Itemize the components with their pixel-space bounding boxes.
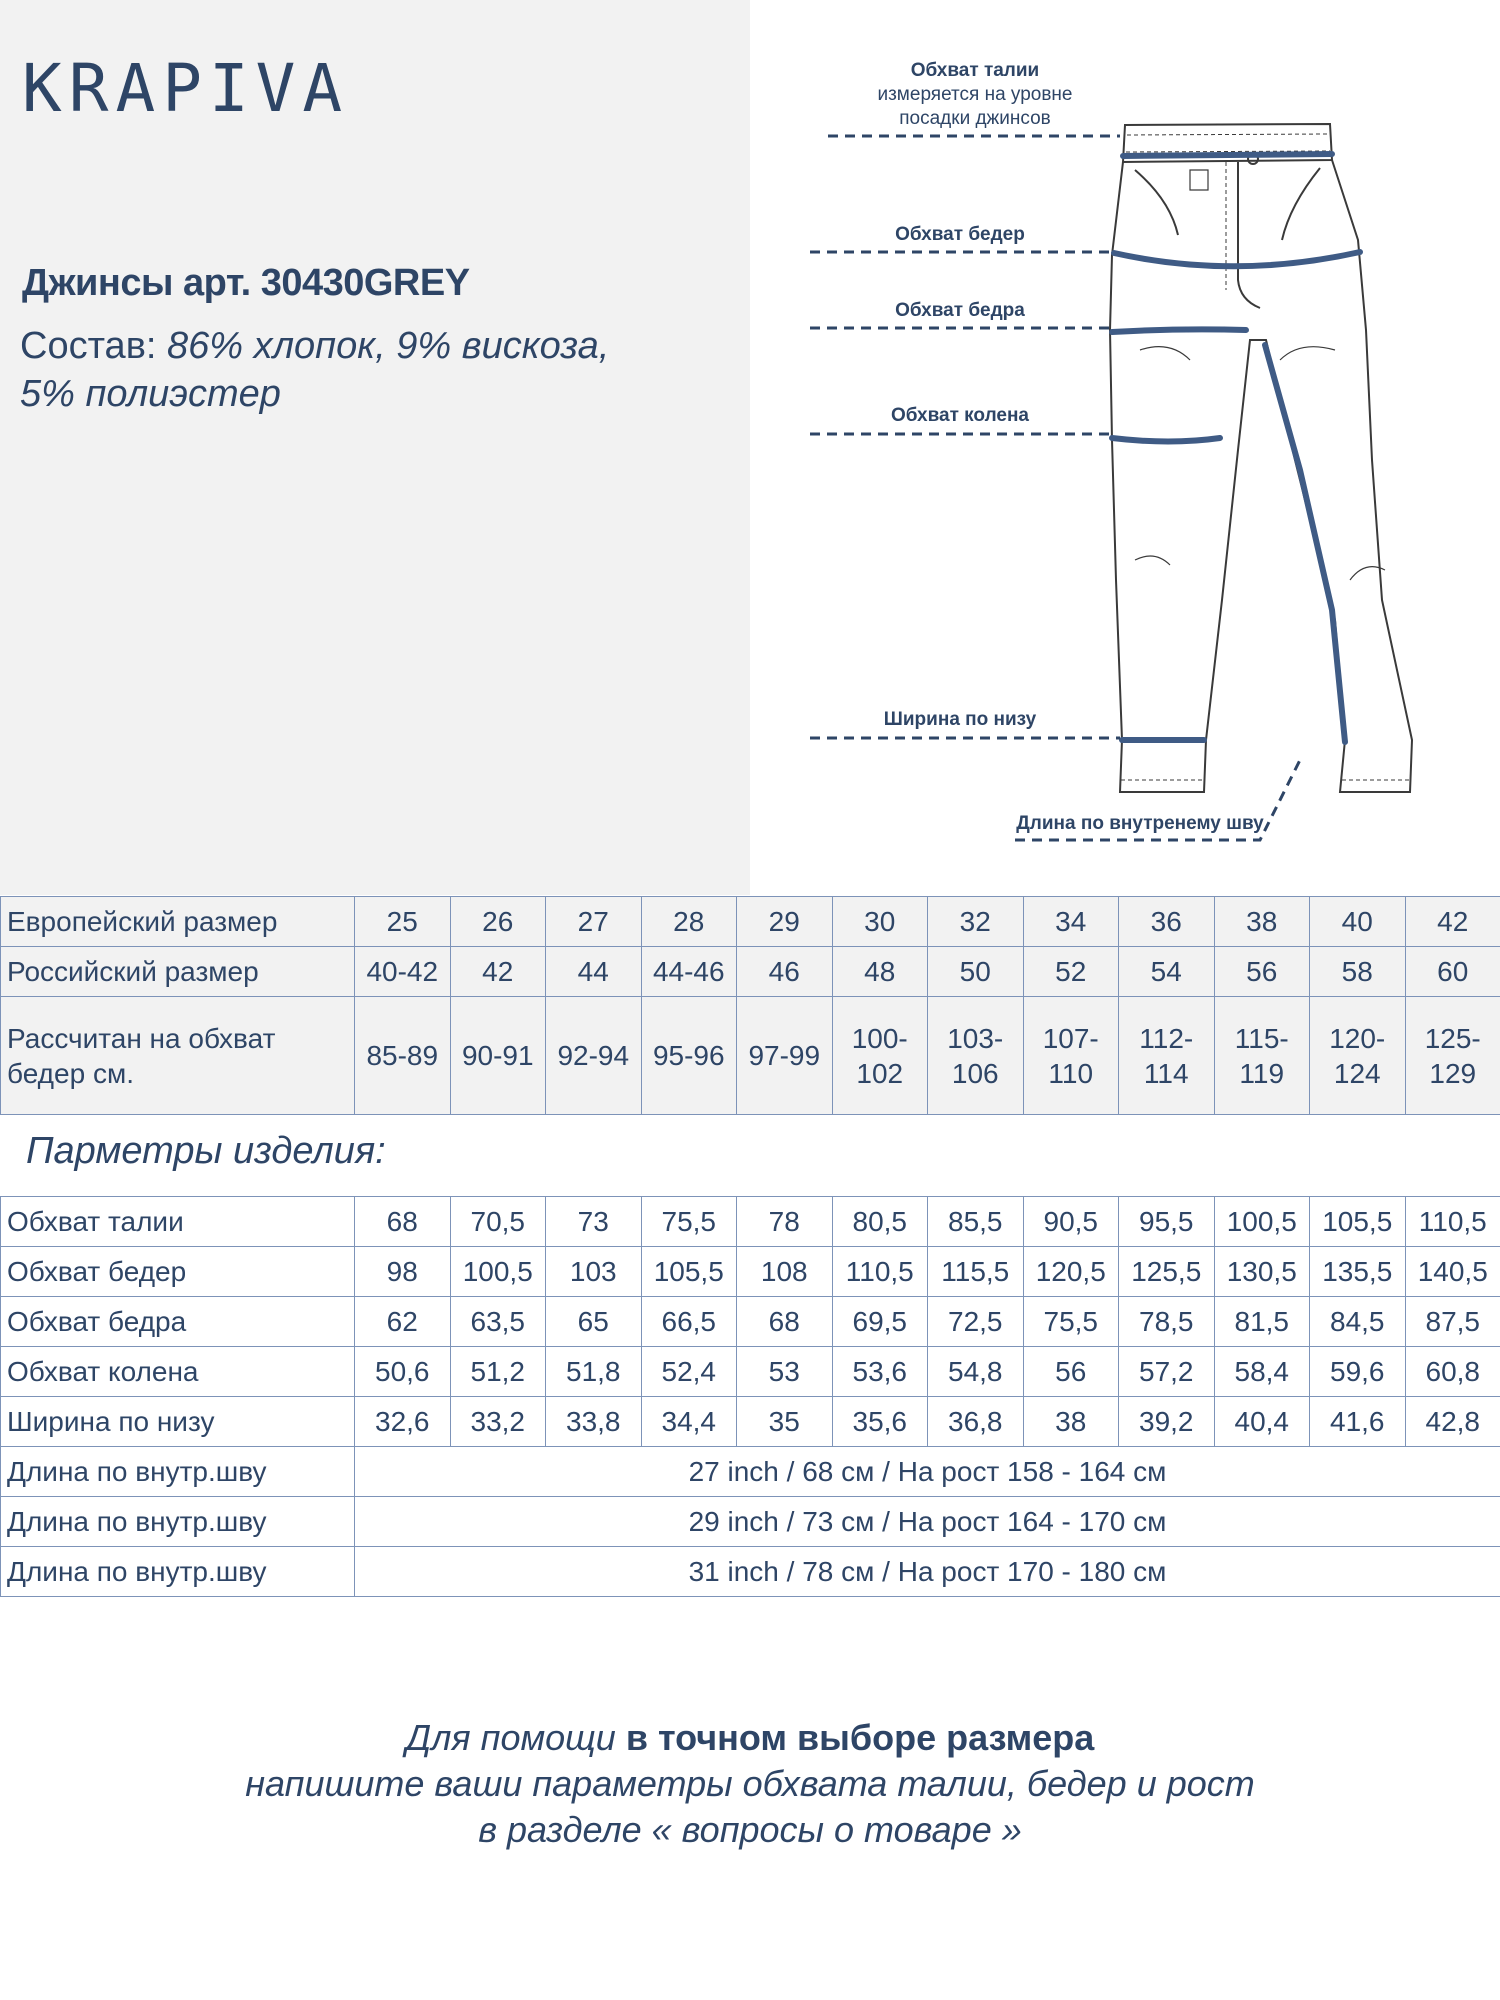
row-label: Обхват талии xyxy=(1,1197,355,1247)
cell: 52,4 xyxy=(641,1347,737,1397)
row-label-line-2: бедер см. xyxy=(7,1057,134,1089)
cell: 92-94 xyxy=(546,997,642,1115)
table-row xyxy=(1,1247,1500,1297)
cell: 66,5 xyxy=(641,1297,737,1347)
cell: 110,5 xyxy=(1405,1197,1500,1247)
cell: 120,5 xyxy=(1023,1247,1119,1297)
header-panel xyxy=(0,0,750,895)
cell: 40-42 xyxy=(355,947,451,997)
table-row xyxy=(1,1347,1500,1397)
cell: 73 xyxy=(546,1197,642,1247)
brand-logo: KRAPIVA xyxy=(22,50,350,127)
cell: 36 xyxy=(1119,897,1215,947)
cell: 75,5 xyxy=(1023,1297,1119,1347)
table-row-eu-size xyxy=(1,897,1500,947)
cell: 80,5 xyxy=(832,1197,928,1247)
row-label: Ширина по низу xyxy=(1,1397,355,1447)
label-thigh: Обхват бедра xyxy=(895,300,1025,321)
cell: 44-46 xyxy=(641,947,737,997)
cell: 120- 124 xyxy=(1310,997,1406,1115)
cell: 54 xyxy=(1119,947,1215,997)
cell: 36,8 xyxy=(928,1397,1024,1447)
row-label: Длина по внутр.шву xyxy=(1,1547,355,1597)
label-waist: Обхват талии xyxy=(910,60,1040,81)
table-row xyxy=(1,1397,1500,1447)
cell: 59,6 xyxy=(1310,1347,1406,1397)
cell: 78 xyxy=(737,1197,833,1247)
cell: 125,5 xyxy=(1119,1247,1215,1297)
row-label: Европейский размер xyxy=(1,897,355,947)
cell: 35,6 xyxy=(832,1397,928,1447)
row-label: Длина по внутр.шву xyxy=(1,1447,355,1497)
composition-line-2: 5% полиэстер xyxy=(20,373,281,415)
cell: 30 xyxy=(832,897,928,947)
cell: 58 xyxy=(1310,947,1406,997)
row-label: Длина по внутр.шву xyxy=(1,1497,355,1547)
cell: 46 xyxy=(737,947,833,997)
help-line-1-bold: в точном выборе размера xyxy=(625,1717,1095,1758)
table-row xyxy=(1,1547,1500,1597)
size-table xyxy=(0,896,1500,1115)
label-hem: Ширина по низу xyxy=(883,709,1037,730)
table-row xyxy=(1,1197,1500,1247)
table-row-ru-size xyxy=(1,947,1500,997)
cell: 103 xyxy=(546,1247,642,1297)
cell: 65 xyxy=(546,1297,642,1347)
cell: 60,8 xyxy=(1405,1347,1500,1397)
cell: 63,5 xyxy=(450,1297,546,1347)
product-title: Джинсы арт. 30430GREY xyxy=(22,262,470,304)
cell: 68 xyxy=(737,1297,833,1347)
cell: 60 xyxy=(1405,947,1500,997)
row-label: Обхват бедер xyxy=(1,1247,355,1297)
cell: 90-91 xyxy=(450,997,546,1115)
cell: 115- 119 xyxy=(1214,997,1310,1115)
cell: 78,5 xyxy=(1119,1297,1215,1347)
jeans-outline-icon xyxy=(1110,124,1412,792)
cell: 85,5 xyxy=(928,1197,1024,1247)
composition-label: Состав: xyxy=(20,325,157,367)
product-composition xyxy=(20,322,609,418)
cell: 107- 110 xyxy=(1023,997,1119,1115)
diagram-labels xyxy=(877,60,1264,834)
cell: 53,6 xyxy=(832,1347,928,1397)
cell: 52 xyxy=(1023,947,1119,997)
cell: 135,5 xyxy=(1310,1247,1406,1297)
cell: 85-89 xyxy=(355,997,451,1115)
cell: 56 xyxy=(1023,1347,1119,1397)
row-label: Российский размер xyxy=(1,947,355,997)
table-row xyxy=(1,1497,1500,1547)
cell: 42,8 xyxy=(1405,1397,1500,1447)
cell: 115,5 xyxy=(928,1247,1024,1297)
cell: 90,5 xyxy=(1023,1197,1119,1247)
cell: 84,5 xyxy=(1310,1297,1406,1347)
cell: 100,5 xyxy=(450,1247,546,1297)
cell: 32,6 xyxy=(355,1397,451,1447)
label-knee: Обхват колена xyxy=(890,405,1030,426)
cell: 69,5 xyxy=(832,1297,928,1347)
cell: 48 xyxy=(832,947,928,997)
cell: 50 xyxy=(928,947,1024,997)
cell: 53 xyxy=(737,1347,833,1397)
cell: 54,8 xyxy=(928,1347,1024,1397)
cell: 100- 102 xyxy=(832,997,928,1115)
cell: 87,5 xyxy=(1405,1297,1500,1347)
cell: 34,4 xyxy=(641,1397,737,1447)
length-cell: 31 inch / 78 см / На рост 170 - 180 см xyxy=(355,1547,1500,1597)
cell: 33,2 xyxy=(450,1397,546,1447)
cell: 39,2 xyxy=(1119,1397,1215,1447)
row-label: Обхват колена xyxy=(1,1347,355,1397)
params-table xyxy=(0,1196,1500,1597)
row-label xyxy=(1,997,355,1115)
label-hips: Обхват бедер xyxy=(895,224,1025,245)
cell: 97-99 xyxy=(737,997,833,1115)
cell: 51,8 xyxy=(546,1347,642,1397)
cell: 58,4 xyxy=(1214,1347,1310,1397)
cell: 40 xyxy=(1310,897,1406,947)
cell: 29 xyxy=(737,897,833,947)
help-line-1-italic: Для помощи xyxy=(405,1717,616,1758)
cell: 27 xyxy=(546,897,642,947)
cell: 41,6 xyxy=(1310,1397,1406,1447)
row-label: Обхват бедра xyxy=(1,1297,355,1347)
cell: 100,5 xyxy=(1214,1197,1310,1247)
help-text xyxy=(0,1715,1500,1853)
cell: 33,8 xyxy=(546,1397,642,1447)
cell: 103- 106 xyxy=(928,997,1024,1115)
cell: 40,4 xyxy=(1214,1397,1310,1447)
cell: 98 xyxy=(355,1247,451,1297)
table-row-hip-range xyxy=(1,997,1500,1115)
measurement-lines xyxy=(1112,154,1360,742)
cell: 81,5 xyxy=(1214,1297,1310,1347)
cell: 44 xyxy=(546,947,642,997)
cell: 56 xyxy=(1214,947,1310,997)
cell: 68 xyxy=(355,1197,451,1247)
length-cell: 29 inch / 73 см / На рост 164 - 170 см xyxy=(355,1497,1500,1547)
cell: 110,5 xyxy=(832,1247,928,1297)
cell: 32 xyxy=(928,897,1024,947)
label-waist-note-1: измеряется на уровне xyxy=(877,84,1073,105)
params-heading: Парметры изделия: xyxy=(26,1130,386,1172)
help-line-3: в разделе « вопросы о товаре » xyxy=(478,1809,1022,1850)
cell: 125- 129 xyxy=(1405,997,1500,1115)
cell: 25 xyxy=(355,897,451,947)
cell: 105,5 xyxy=(641,1247,737,1297)
table-row xyxy=(1,1297,1500,1347)
cell: 38 xyxy=(1214,897,1310,947)
cell: 72,5 xyxy=(928,1297,1024,1347)
cell: 140,5 xyxy=(1405,1247,1500,1297)
table-row xyxy=(1,1447,1500,1497)
row-label-line-1: Рассчитан на обхват xyxy=(7,1022,276,1054)
cell: 38 xyxy=(1023,1397,1119,1447)
cell: 112- 114 xyxy=(1119,997,1215,1115)
help-line-2: напишите ваши параметры обхвата талии, бедер и рост xyxy=(245,1763,1255,1804)
cell: 26 xyxy=(450,897,546,947)
cell: 42 xyxy=(1405,897,1500,947)
cell: 62 xyxy=(355,1297,451,1347)
cell: 70,5 xyxy=(450,1197,546,1247)
cell: 28 xyxy=(641,897,737,947)
label-waist-note-2: посадки джинсов xyxy=(899,108,1051,129)
composition-line-1: 86% хлопок, 9% вискоза, xyxy=(167,325,610,367)
cell: 108 xyxy=(737,1247,833,1297)
cell: 34 xyxy=(1023,897,1119,947)
cell: 57,2 xyxy=(1119,1347,1215,1397)
jeans-measurement-diagram xyxy=(760,40,1500,870)
cell: 42 xyxy=(450,947,546,997)
length-cell: 27 inch / 68 см / На рост 158 - 164 см xyxy=(355,1447,1500,1497)
cell: 75,5 xyxy=(641,1197,737,1247)
cell: 51,2 xyxy=(450,1347,546,1397)
cell: 35 xyxy=(737,1397,833,1447)
label-inseam: Длина по внутренему шву xyxy=(1016,813,1264,834)
cell: 95-96 xyxy=(641,997,737,1115)
cell: 95,5 xyxy=(1119,1197,1215,1247)
cell: 105,5 xyxy=(1310,1197,1406,1247)
cell: 50,6 xyxy=(355,1347,451,1397)
cell: 130,5 xyxy=(1214,1247,1310,1297)
